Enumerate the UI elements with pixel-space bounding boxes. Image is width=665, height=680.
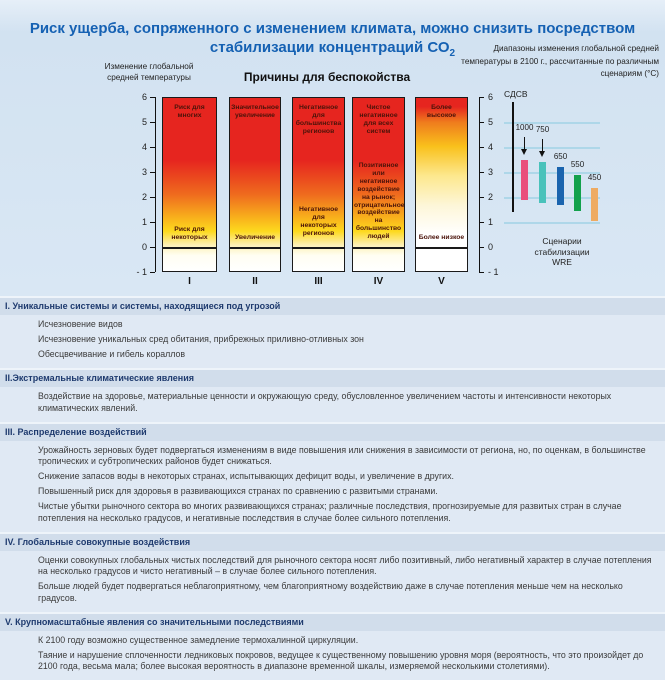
bar-bottom-label: Позитивное или негативное воздействие на рынок; отрицательное воздействие на большинство людей: [354, 162, 403, 241]
axis-tick-label: 0: [130, 242, 147, 252]
axis-tick-label: 6: [130, 92, 147, 102]
reasons-chart-title: Причины для беспокойства: [228, 70, 426, 84]
down-arrow-icon: [524, 137, 525, 153]
roman-numeral: V: [415, 276, 468, 287]
section-item: К 2100 году возможно существенное замедление термохалинной циркуляции.: [38, 635, 655, 647]
section-item: Обесцвечивание и гибель кораллов: [38, 349, 655, 361]
section-header-2: II.Экстремальные климатические явления: [0, 368, 665, 387]
scenario-bar-450: [591, 188, 598, 221]
right-axis-tick: [479, 172, 484, 173]
left-axis-tick: [150, 172, 155, 173]
zero-line: [416, 247, 467, 249]
axis-tick-label: 1: [130, 217, 147, 227]
roman-numeral: IV: [352, 276, 405, 287]
reason-bar-2: [229, 97, 281, 272]
section-header-3: III. Распределение воздействий: [0, 422, 665, 441]
axis-tick-label: 3: [488, 167, 493, 177]
left-axis-tick: [150, 222, 155, 223]
axis-tick-label: 6: [488, 92, 493, 102]
zero-line: [163, 247, 216, 249]
impact-sections: [0, 296, 665, 642]
right-axis-tick: [479, 197, 484, 198]
section-items-5: [0, 631, 665, 680]
right-axis-tick: [479, 247, 484, 248]
section-header-4: IV. Глобальные совокупные воздействия: [0, 532, 665, 551]
left-axis-tick: [150, 122, 155, 123]
section-item: Чистые убытки рыночного сектора во многих развивающихся странах; различные последствия, прогнозируемые для развитых стран в случае потепления на несколько градусов, и негативные последствия в случае более сильного потепления.: [38, 501, 655, 524]
plot-area: [0, 97, 665, 292]
gridline: [504, 147, 600, 149]
bar-bottom-label: Негативное для некоторых регионов: [294, 206, 343, 238]
zero-line: [353, 247, 404, 249]
axis-tick-label: 1: [488, 217, 493, 227]
page-title-line1: Риск ущерба, сопряженного с изменением климата, можно снизить посредством: [0, 20, 665, 39]
axis-tick-label: 3: [130, 167, 147, 177]
bar-top-label: Более высокое: [417, 104, 466, 120]
bar-top-label: Риск для многих: [164, 104, 215, 120]
gridline: [504, 222, 600, 224]
gridline: [504, 197, 600, 199]
axis-tick-label: - 1: [130, 267, 147, 277]
section-items-2: [0, 387, 665, 422]
y-axis-label: Изменение глобальной средней температуры: [88, 61, 210, 83]
right-axis-tick: [479, 97, 484, 98]
bar-top-label: Негативное для большинства регионов: [294, 104, 343, 136]
axis-tick-label: 5: [488, 117, 493, 127]
zero-line: [293, 247, 344, 249]
scenario-bar-750: [539, 162, 546, 203]
left-axis-tick: [150, 247, 155, 248]
axis-tick-label: 2: [488, 192, 493, 202]
section-header-5: V. Крупномасштабные явления со значительными последствиями: [0, 612, 665, 631]
reason-bar-1: [162, 97, 217, 272]
roman-numeral: III: [292, 276, 345, 287]
temperature-range-caption: Диапазоны изменения глобальной средней температуры в 2100 г., рассчитанные по различным сценариям (°C): [459, 43, 659, 81]
section-item: Повышенный риск для здоровья в развивающихся странах по сравнению с развитыми странами.: [38, 486, 655, 498]
scenario-label: 550: [564, 160, 591, 169]
axis-tick-label: 2: [130, 192, 147, 202]
bar-top-label: Значительное увеличение: [231, 104, 279, 120]
section-item: Исчезновение уникальных сред обитания, прибрежных приливно-отливных зон: [38, 334, 655, 346]
left-axis-tick: [150, 147, 155, 148]
reason-bar-4: [352, 97, 405, 272]
axis-tick-label: 5: [130, 117, 147, 127]
section-item: Оценки совокупных глобальных чистых последствий для рыночного сектора носят либо позитивный, либо негативный характер в случае потепления на несколько градусов и чисто негативный – в случае более сильного потепления.: [38, 555, 655, 578]
scenario-bar-550: [574, 175, 581, 211]
reason-bar-3: [292, 97, 345, 272]
section-item: Больше людей будет подвергаться неблагоприятному, чем благоприятному воздействию даже в случае потепления меньше чем на несколько градусов.: [38, 581, 655, 604]
bar-top-label: Чистое негативное для всех систем: [354, 104, 403, 136]
right-axis-tick: [479, 272, 484, 273]
co2-subscript: 2: [450, 48, 456, 59]
sdsv-range-line: [512, 102, 514, 212]
left-axis-tick: [150, 197, 155, 198]
left-axis-tick: [150, 272, 155, 273]
scenario-label: 650: [547, 152, 574, 161]
scenario-label: 450: [581, 173, 608, 182]
right-axis-tick: [479, 122, 484, 123]
section-items-1: [0, 315, 665, 368]
scenario-bar-650: [557, 167, 564, 205]
axis-tick-label: 4: [130, 142, 147, 152]
zero-line: [230, 247, 280, 249]
down-arrow-icon: [542, 139, 543, 155]
wre-scenarios-caption: Сценарии стабилизации WRE: [529, 236, 595, 268]
section-items-3: [0, 441, 665, 532]
roman-numeral: I: [162, 276, 217, 287]
bar-bottom-label: Риск для некоторых: [164, 226, 215, 242]
right-axis-tick: [479, 222, 484, 223]
bar-bottom-label: Более низкое: [417, 234, 466, 242]
section-item: Таяние и нарушение сплоченности ледниковых покровов, ведущее к существенному повышению уровня моря (вероятность, что это произойдет до 2100 года, весьма мала; более высокая вероятность в диапазоне временной шкалы, измеряемой несколькими столетиями).: [38, 650, 655, 673]
left-axis-line: [155, 97, 156, 272]
section-header-1: I. Уникальные системы и системы, находящиеся под угрозой: [0, 296, 665, 315]
scenario-label: 750: [529, 125, 556, 134]
bar-bottom-label: Увеличение: [231, 234, 279, 242]
section-item: Исчезновение видов: [38, 319, 655, 331]
scenario-bar-1000: [521, 160, 528, 200]
section-item: Снижение запасов воды в некоторых странах, испытывающих дефицит воды, и увеличение в других.: [38, 471, 655, 483]
sdsv-range-label: СДСВ: [504, 89, 528, 99]
page-title-line2: стабилизации концентраций $СО_2$: [0, 39, 665, 61]
axis-tick-label: 0: [488, 242, 493, 252]
left-axis-tick: [150, 97, 155, 98]
scenario-label: 1000: [511, 123, 538, 132]
axis-tick-label: - 1: [488, 267, 499, 277]
section-item: Воздействие на здоровье, материальные ценности и окружающую среду, обусловленное увеличением частоты и интенсивности некоторых климатических явлений.: [38, 391, 655, 414]
axis-tick-label: 4: [488, 142, 493, 152]
right-axis-tick: [479, 147, 484, 148]
roman-numeral: II: [229, 276, 281, 287]
section-items-4: [0, 551, 665, 612]
reason-bar-5: [415, 97, 468, 272]
section-item: Урожайность зерновых будет подвергаться изменениям в виде повышения или снижения в зависимости от региона, но, по оценкам, в большинстве тропических и субтропических районов будет снижаться.: [38, 445, 655, 468]
